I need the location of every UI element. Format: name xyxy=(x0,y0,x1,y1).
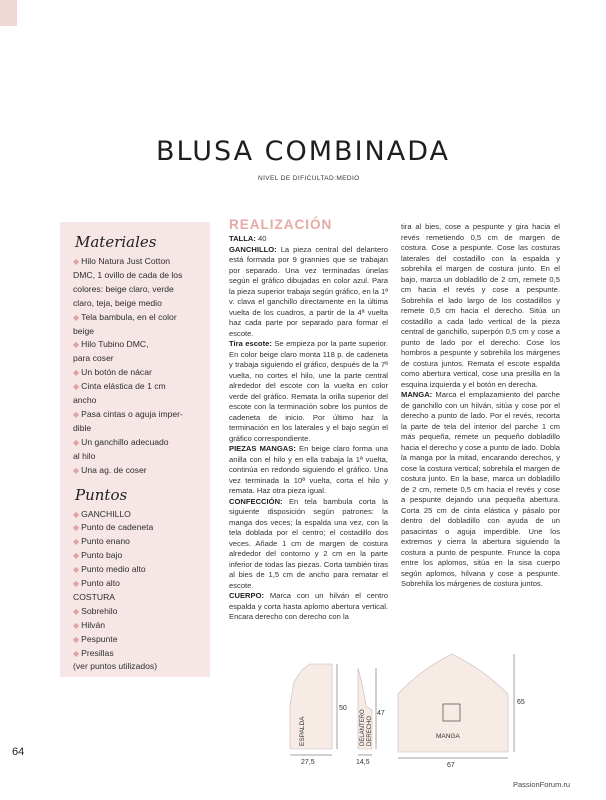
instruction-text: Se empieza por la parte superior. En color beige claro monta 118 p. de cadeneta y trabaja siguiendo el gráfico, después de la 7ª vuelta, no cortes el hilo, une la parte central alrededor del escote con la vuelta en color verde del gráfico. Remata la orilla superior del escote con la terminación sobre los puntos de cadeneta de inicio. Por último haz la terminación en los laterales y el bajo según el gráfico correspondiente. xyxy=(229,339,388,443)
diamond-bullet-icon: ◆ xyxy=(73,409,80,419)
diamond-bullet-icon: ◆ xyxy=(73,382,80,392)
espalda-pattern xyxy=(290,664,332,749)
materials-item xyxy=(73,408,202,422)
materials-item xyxy=(73,325,202,339)
materials-item-text: dible xyxy=(73,422,92,433)
diamond-bullet-icon: ◆ xyxy=(73,523,80,533)
page-title: BLUSA COMBINADA xyxy=(155,136,450,167)
instruction-heading: PIEZAS MANGAS: xyxy=(229,444,296,453)
materials-item-text: Hilo Natura Just Cotton xyxy=(81,256,170,266)
delantero-width: 14,5 xyxy=(356,759,370,766)
instruction-text: En tela bambula corta la siguiente disposición según patrones: la manga dos veces; la espalda una vez, con la tela doblada por el centro; el costadillo dos veces. Añade 1 cm de margen de costura alrededor del contorno y 2 cm en la parte inferior de todas las piezas. Corta también tiras al bies de 1,5 cm de ancho para rematar el escote. xyxy=(229,496,388,590)
materials-item xyxy=(73,366,202,380)
stitches-item xyxy=(73,577,202,591)
stitches-item xyxy=(73,549,202,563)
instruction-heading: Tira escote: xyxy=(229,339,272,348)
stitches-item xyxy=(73,563,202,577)
instruction-heading: CONFECCIÓN: xyxy=(229,496,283,506)
materials-item xyxy=(73,338,202,352)
pattern-diagrams xyxy=(280,650,586,770)
page-number: 64 xyxy=(12,746,25,758)
instructions-column-2 xyxy=(401,222,560,590)
materials-item-text: Un botón de nácar xyxy=(81,367,152,378)
delantero-label-2: DERECHO xyxy=(367,715,373,746)
corner-tab xyxy=(0,0,17,26)
stitches-item-text: Hilván xyxy=(81,619,106,630)
instruction-paragraph xyxy=(229,497,388,592)
materials-item xyxy=(73,380,202,394)
espalda-label: ESPALDA xyxy=(299,716,306,746)
stitches-item xyxy=(73,633,202,647)
diamond-bullet-icon: ◆ xyxy=(73,437,80,447)
materials-list xyxy=(73,255,202,478)
difficulty-label: NIVEL DE DIFICULTAD: xyxy=(258,175,337,182)
materials-item-text: Pasa cintas o aguja imper- xyxy=(81,408,183,419)
stitches-list xyxy=(73,508,202,675)
materials-item xyxy=(73,450,202,464)
manga-height: 65 xyxy=(517,699,525,706)
footer-watermark: PassionForum.ru xyxy=(513,780,571,789)
stitches-item xyxy=(73,605,202,619)
materials-item xyxy=(73,255,202,269)
instruction-text: 40 xyxy=(255,234,267,243)
instruction-heading: GANCHILLO: xyxy=(229,244,277,254)
materials-item xyxy=(73,436,202,450)
stitches-item-text: Punto de cadeneta xyxy=(81,522,154,533)
diamond-bullet-icon: ◆ xyxy=(73,565,80,575)
stitches-item-text: Sobrehilo xyxy=(81,605,118,616)
diamond-bullet-icon: ◆ xyxy=(73,620,80,630)
stitches-item xyxy=(73,591,202,605)
materials-item xyxy=(73,311,202,325)
instruction-paragraph xyxy=(401,390,560,590)
materials-item-text: colores: beige claro, verde xyxy=(73,283,174,294)
realizacion-heading: REALIZACIÓN xyxy=(229,217,333,232)
materials-item-text: ancho xyxy=(73,395,97,406)
materials-item xyxy=(73,394,202,408)
manga-width: 67 xyxy=(447,762,455,769)
materials-item xyxy=(73,464,202,478)
delantero-height: 47 xyxy=(377,710,385,717)
stitches-item-text: (ver puntos utilizados) xyxy=(73,661,158,672)
materials-panel xyxy=(60,222,210,677)
instruction-text: La pieza central del delantero está formada por 9 grannies que se trabajan por separado. Una vez terminadas únelas según el gráfico dibujadas en color azul. Para la pieza superior trabaja según gráfico, en la 1ª v. clava el ganchillo directamente en la última vuelta de los cuadros, a partir de la 4ª vuelta haz cada parte por separado para formar el escote. xyxy=(229,244,388,338)
stitches-item xyxy=(73,508,202,522)
espalda-height: 50 xyxy=(339,705,347,712)
materials-item-text: Cinta elástica de 1 cm xyxy=(81,381,166,392)
instruction-paragraph xyxy=(229,245,388,340)
stitches-item-text: Presillas xyxy=(81,647,114,658)
stitches-item xyxy=(73,535,202,549)
manga-patch xyxy=(443,704,460,721)
stitches-item xyxy=(73,660,202,674)
diamond-bullet-icon: ◆ xyxy=(73,551,80,561)
stitches-item-text: GANCHILLO xyxy=(81,508,131,519)
diamond-bullet-icon: ◆ xyxy=(73,368,80,378)
instruction-text: Marca el emplazamiento del parche de ganchillo con un hilván, sitúa y cose por el derecho a punto de lado. Por el revés, recorta la parte de tela del interior del parche 1 cm más pequeña, remete un pequeño dobladillo hacia el derecho y cose a punto de lado. Dobla la manga por la mitad, encarando derechos, y cose la costura vertical; sobrehila el margen de costura junto. En la base, marca un dobladillo de 2 cm, remete 0,5 cm hacia el revés y cose a pespunte dejando una pequeña abertura. Corta 25 cm de cinta elástica y pásalo por dentro del dobladillo con ayuda de un pasacintas o aguja imperdible. Une los extremos y cierra la abertura siguiendo la costura a punto de pespunte. Frunce la copa entre los aplomos, sitúa en la sisa cuerpo según aplomos, hilvana y cose a pespunte. Sobrehila los márgenes de costura juntos. xyxy=(401,390,560,588)
instruction-heading: MANGA: xyxy=(401,390,433,399)
materials-heading: Materiales xyxy=(75,233,157,251)
diamond-bullet-icon: ◆ xyxy=(73,579,80,589)
instruction-heading: TALLA: xyxy=(229,234,256,243)
instruction-text: En beige claro forma una anilla con el hilo y en ella trabaja la 1ª vuelta, continúa en redondo siguiendo el gráfico. Una vez terminada la 10ª vuelta, corta el hilo y remata. Haz otra pieza igual. xyxy=(229,444,388,495)
delantero-label: DELANTERO xyxy=(360,709,366,746)
materials-item-text: para coser xyxy=(73,353,114,364)
stitches-item-text: COSTURA xyxy=(73,591,116,602)
materials-item xyxy=(73,269,202,283)
stitches-item xyxy=(73,647,202,661)
stitches-item-text: Pespunte xyxy=(81,633,118,644)
diamond-bullet-icon: ◆ xyxy=(73,606,80,616)
instruction-paragraph xyxy=(229,339,388,444)
materials-item xyxy=(73,283,202,297)
instruction-paragraph xyxy=(401,222,560,390)
difficulty-level xyxy=(258,175,360,182)
materials-item-text: Hilo Tubino DMC, xyxy=(81,339,149,350)
materials-item-text: Tela bambula, en el color xyxy=(81,311,177,322)
instruction-paragraph xyxy=(229,591,388,623)
materials-item-text: al hilo xyxy=(73,450,96,461)
stitches-item-text: Punto enano xyxy=(81,536,130,547)
materials-item-text: Un ganchillo adecuado xyxy=(81,436,169,447)
instruction-paragraph xyxy=(229,444,388,497)
instruction-heading: CUERPO: xyxy=(229,591,265,600)
materials-item xyxy=(73,422,202,436)
materials-item-text: claro, teja, beige medio xyxy=(73,297,162,308)
materials-item-text: beige xyxy=(73,325,95,336)
difficulty-value: MEDIO xyxy=(336,175,360,182)
stitches-heading: Puntos xyxy=(75,485,128,504)
stitches-item-text: Punto medio alto xyxy=(81,564,146,575)
instructions-column-1 xyxy=(229,234,388,623)
diamond-bullet-icon: ◆ xyxy=(73,340,80,350)
stitches-item xyxy=(73,521,202,535)
instruction-text: tira al bies, cose a pespunte y gira hacia el revés remetiendo 0,5 cm de margen de costura. Cose a pespunte. Cose las costuras laterales del costadillo con la espalda y sobrehila el margen de costura junto. En el bajo, marca un dobladillo de 2 cm, remete 0,5 cm hacia el revés y cose a pespunte. Sobrehila el lado largo de los costadillos y remete 0,5 cm hacia el derecho. Sitúa un costadillo a cada lado vertical de la pieza central de ganchillo, superpón 0,5 cm y cose a punto de lado por el derecho. Cose los hombros a pespunte y sobrehila los márgenes de costura juntos. Remata el escote espalda como abertura vertical, cose una presilla en la esquina izquierda y el botón en derecha. xyxy=(401,222,560,389)
diamond-bullet-icon: ◆ xyxy=(73,257,80,266)
instruction-text: Marca con un hilván el centro espalda y corta hasta aplomo abertura vertical. Encara derecho con derecho con la xyxy=(229,591,388,621)
materials-item-text: Una ag. de coser xyxy=(81,464,147,475)
diamond-bullet-icon: ◆ xyxy=(73,509,80,519)
stitches-item xyxy=(73,619,202,633)
espalda-width: 27,5 xyxy=(301,759,315,766)
instruction-paragraph xyxy=(229,234,388,245)
manga-label: MANGA xyxy=(436,733,460,740)
stitches-item-text: Punto alto xyxy=(81,578,120,589)
stitches-item-text: Punto bajo xyxy=(81,550,123,561)
diamond-bullet-icon: ◆ xyxy=(73,648,80,658)
materials-item xyxy=(73,352,202,366)
diamond-bullet-icon: ◆ xyxy=(73,537,80,547)
diamond-bullet-icon: ◆ xyxy=(73,634,80,644)
materials-item xyxy=(73,297,202,311)
diamond-bullet-icon: ◆ xyxy=(73,312,80,322)
diamond-bullet-icon: ◆ xyxy=(73,465,80,475)
materials-item-text: DMC, 1 ovillo de cada de los xyxy=(73,269,183,280)
